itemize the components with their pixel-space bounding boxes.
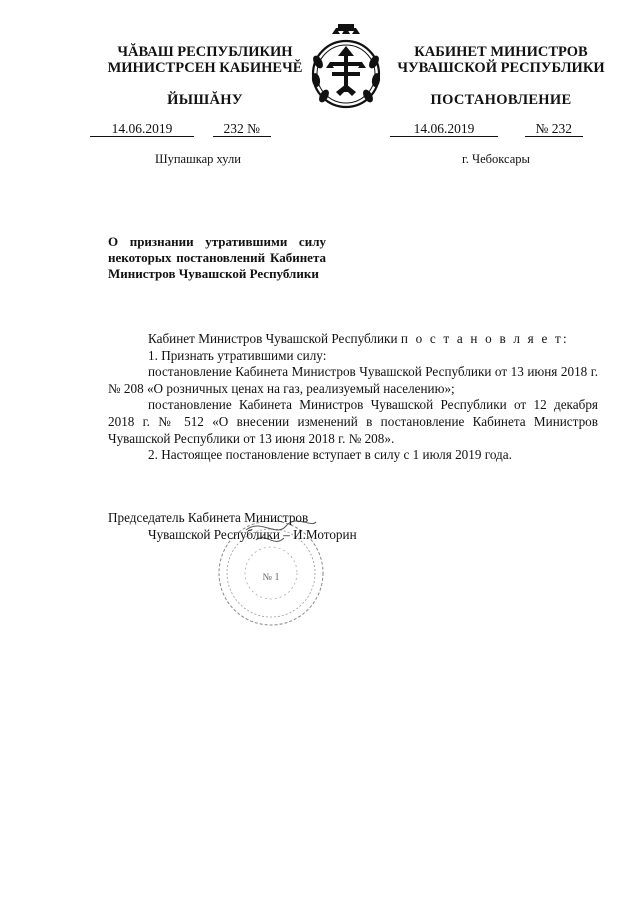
- signature-title-line2: Чувашской Республики: [148, 527, 280, 542]
- item-1-b: постановление Кабинета Министров Чувашской Республики от 12 декабря 2018 г. № 512 «О внесении изменений в постановление Кабинета Министров Чувашской Республики от 13 июня 2018 г. № 208».: [108, 397, 598, 446]
- doc-type-chuvash: ЙЫШĂНУ: [167, 92, 243, 108]
- header-right: [388, 44, 614, 109]
- org-name-chuvash-line2: МИНИСТРСЕН КАБИНЕЧĔ: [107, 60, 303, 76]
- date-left: 14.06.2019: [90, 121, 194, 137]
- org-name-chuvash-line1: ЧĂВАШ РЕСПУБЛИКИН: [117, 44, 293, 60]
- item-2: 2. Настоящее постановление вступает в силу с 1 июля 2019 года.: [148, 447, 512, 463]
- doc-type-russian: ПОСТАНОВЛЕНИЕ: [430, 92, 572, 108]
- intro-prefix: Кабинет Министров Чувашской Республики: [148, 331, 398, 346]
- signatory-name: И.Моторин: [293, 527, 357, 542]
- number-left: 232 №: [213, 121, 271, 137]
- date-line-right: [390, 121, 583, 137]
- item-1: 1. Признать утратившими силу:: [148, 347, 327, 363]
- coat-of-arms-icon: [308, 22, 384, 114]
- intro-verb: п о с т а н о в л я е т:: [400, 331, 569, 346]
- place-chuvash: Шупашкар хули: [155, 152, 241, 166]
- number-right: № 232: [525, 121, 583, 137]
- stamp-number: № 1: [262, 572, 280, 583]
- date-line-left: [90, 121, 271, 137]
- signature-line2: [148, 527, 357, 543]
- org-name-russian-line1: КАБИНЕТ МИНИСТРОВ: [414, 44, 588, 60]
- intro-paragraph: [108, 331, 598, 348]
- signature-dash: –: [279, 527, 294, 542]
- place-russian: г. Чебоксары: [462, 152, 530, 166]
- date-right: 14.06.2019: [390, 121, 498, 137]
- signature-title-line1: Председатель Кабинета Министров: [108, 510, 309, 525]
- header-left: [100, 44, 310, 109]
- document-body: [108, 331, 598, 464]
- item-1-a: постановление Кабинета Министров Чувашской Республики от 13 июня 2018 г. № 208 «О розничных ценах на газ, реализуемый населению»;: [108, 364, 598, 396]
- document-subject: О признании утратившими силу некоторых постановлений Кабинета Министров Чувашской Республики: [108, 234, 326, 281]
- org-name-russian-line2: ЧУВАШСКОЙ РЕСПУБЛИКИ: [397, 60, 605, 76]
